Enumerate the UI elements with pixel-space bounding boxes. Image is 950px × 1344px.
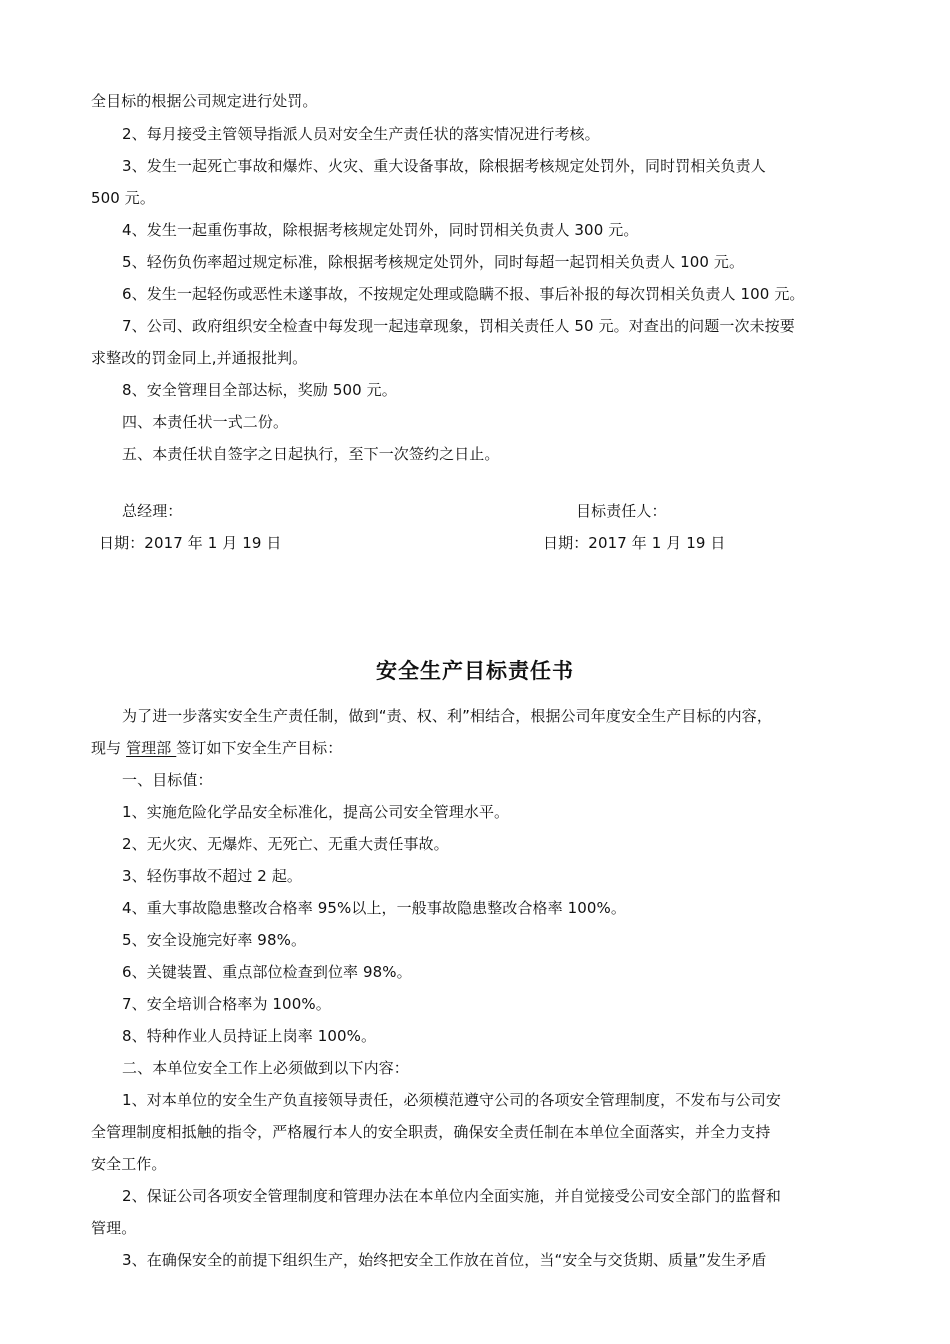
- list-item: 6、关键装置、重点部位检查到位率 98%。: [122, 963, 412, 981]
- paragraph-line: 全目标的根据公司规定进行处罚。: [91, 92, 318, 110]
- list-item: 7、安全培训合格率为 100%。: [122, 995, 331, 1013]
- document-title: 安全生产目标责任书: [376, 659, 574, 683]
- paragraph-line: 管理。: [91, 1219, 137, 1237]
- paragraph-line: 8、安全管理目全部达标，奖励 500 元。: [122, 381, 397, 399]
- paragraph-line: 500 元。: [91, 189, 155, 207]
- list-item: 2、无火灾、无爆炸、无死亡、无重大责任事故。: [122, 835, 449, 853]
- paragraph-line: 2、每月接受主管领导指派人员对安全生产责任状的落实情况进行考核。: [122, 125, 600, 143]
- section-heading: 二、本单位安全工作上必须做到以下内容：: [122, 1059, 409, 1077]
- section-heading: 一、目标值：: [122, 771, 213, 789]
- department-name: 管理部: [126, 739, 177, 757]
- paragraph-line: 安全工作。: [91, 1155, 167, 1173]
- paragraph-line: 全管理制度相抵触的指令，严格履行本人的安全职责，确保安全责任制在本单位全面落实，并全力支持: [91, 1123, 771, 1141]
- list-item: 5、安全设施完好率 98%。: [122, 931, 307, 949]
- gm-signature-label: 总经理：: [122, 502, 183, 520]
- paragraph-line: 五、本责任状自签字之日起执行，至下一次签约之日止。: [122, 445, 500, 463]
- intro-line-2: [91, 738, 342, 758]
- paragraph-line: 四、本责任状一式二份。: [122, 413, 289, 431]
- paragraph-line: 3、发生一起死亡事故和爆炸、火灾、重大设备事故，除根据考核规定处罚外，同时罚相关负责人: [122, 157, 766, 175]
- paragraph-line: 5、轻伤负伤率超过规定标准，除根据考核规定处罚外，同时每超一起罚相关负责人 100 元。: [122, 253, 745, 271]
- paragraph-line: 2、保证公司各项安全管理制度和管理办法在本单位内全面实施，并自觉接受公司安全部门的监督和: [122, 1187, 781, 1205]
- intro-prefix: 现与: [91, 739, 127, 757]
- list-item: 1、实施危险化学品安全标准化，提高公司安全管理水平。: [122, 803, 510, 821]
- paragraph-line: 求整改的罚金同上,并通报批判。: [91, 349, 308, 367]
- list-item: 4、重大事故隐患整改合格率 95%以上，一般事故隐患整改合格率 100%。: [122, 899, 627, 917]
- paragraph-line: 7、公司、政府组织安全检查中每发现一起违章现象，罚相关责任人 50 元。对查出的问题一次未按要: [122, 317, 795, 335]
- paragraph-line: 3、在确保安全的前提下组织生产，始终把安全工作放在首位，当“安全与交货期、质量”发生矛盾: [122, 1251, 767, 1269]
- intro-suffix: 签订如下安全生产目标：: [176, 739, 343, 757]
- intro-line: 为了进一步落实安全生产责任制，做到“责、权、利”相结合，根据公司年度安全生产目标的内容，: [122, 707, 772, 725]
- signature-date-left: 日期：2017 年 1 月 19 日: [99, 534, 282, 552]
- paragraph-line: 1、对本单位的安全生产负直接领导责任，必须模范遵守公司的各项安全管理制度，不发布与公司安: [122, 1091, 781, 1109]
- responsible-signature-label: 目标责任人：: [576, 502, 667, 520]
- signature-date-right: 日期：2017 年 1 月 19 日: [543, 534, 726, 552]
- paragraph-line: 4、发生一起重伤事故，除根据考核规定处罚外，同时罚相关负责人 300 元。: [122, 221, 639, 239]
- list-item: 3、轻伤事故不超过 2 起。: [122, 867, 303, 885]
- paragraph-line: 6、发生一起轻伤或恶性未遂事故，不按规定处理或隐瞒不报、事后补报的每次罚相关负责人 100 元。: [122, 285, 805, 303]
- list-item: 8、特种作业人员持证上岗率 100%。: [122, 1027, 377, 1045]
